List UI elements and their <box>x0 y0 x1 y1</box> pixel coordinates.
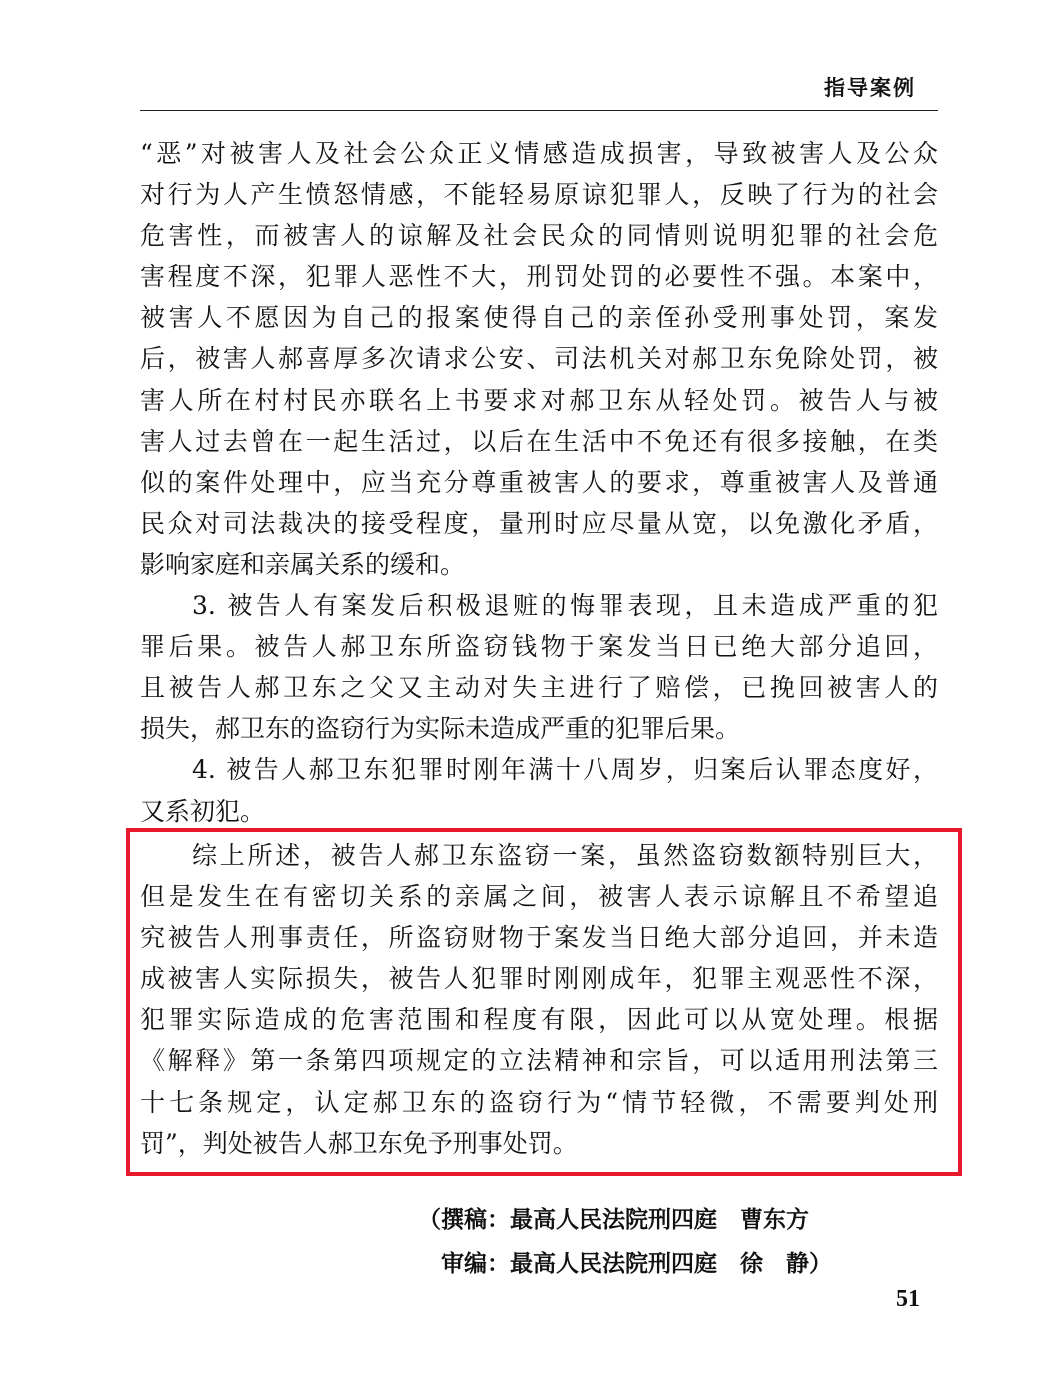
body-line: 影响家庭和亲属关系的缓和。 <box>140 549 466 579</box>
highlighted-line: 犯罪实际造成的危害范围和程度有限，因此可以从宽处理。根据 <box>140 1005 938 1035</box>
signature-line-author: （撰稿：最高人民法院刑四庭 曹东方 <box>418 1207 809 1233</box>
running-title: 指导案例 <box>824 76 916 100</box>
body-line: 4. 被告人郝卫东犯罪时刚年满十八周岁，归案后认罪态度好， <box>192 755 938 785</box>
body-line: 民众对司法裁决的接受程度，量刑时应尽量从宽，以免激化矛盾， <box>140 508 938 538</box>
highlighted-line: 成被害人实际损失，被告人犯罪时刚刚成年，犯罪主观恶性不深， <box>140 964 938 994</box>
signature-line-editor: 审编：最高人民法院刑四庭 徐 静） <box>418 1251 832 1277</box>
body-line: 似的案件处理中，应当充分尊重被害人的要求，尊重被害人及普通 <box>140 467 938 497</box>
highlighted-line: 究被告人刑事责任，所盗窃财物于案发当日绝大部分追回，并未造 <box>140 923 938 953</box>
page-number: 51 <box>896 1286 920 1312</box>
header-rule <box>140 110 938 111</box>
body-line: 3. 被告人有案发后积极退赃的悔罪表现，且未造成严重的犯 <box>192 591 938 621</box>
author-signature <box>418 1198 832 1286</box>
body-line: 对行为人产生愤怒情感，不能轻易原谅犯罪人，反映了行为的社会 <box>140 180 938 210</box>
body-line: 害人过去曾在一起生活过，以后在生活中不免还有很多接触，在类 <box>140 426 938 456</box>
body-line: 且被告人郝卫东之父又主动对失主进行了赔偿，已挽回被害人的 <box>140 673 938 703</box>
highlighted-line: 综上所述，被告人郝卫东盗窃一案，虽然盗窃数额特别巨大， <box>192 841 938 870</box>
body-line: 后，被害人郝喜厚多次请求公安、司法机关对郝卫东免除处罚，被 <box>140 344 938 374</box>
highlighted-line: 罚”，判处被告人郝卫东免予刑事处罚。 <box>140 1128 578 1158</box>
highlighted-line: 但是发生在有密切关系的亲属之间，被害人表示谅解且不希望追 <box>140 882 938 912</box>
body-text <box>140 133 938 832</box>
body-line: 被害人不愿因为自己的报案使得自己的亲侄孙受刑事处罚，案发 <box>140 303 938 333</box>
highlighted-paragraph <box>140 835 938 1164</box>
body-line: 危害性，而被害人的谅解及社会民众的同情则说明犯罪的社会危 <box>140 221 938 251</box>
body-line: “恶”对被害人及社会公众正义情感造成损害，导致被害人及公众 <box>140 139 938 168</box>
body-line: 损失，郝卫东的盗窃行为实际未造成严重的犯罪后果。 <box>140 714 741 744</box>
highlighted-line: 十七条规定，认定郝卫东的盗窃行为“情节轻微，不需要判处刑 <box>140 1087 938 1117</box>
body-line: 又系初犯。 <box>140 796 266 826</box>
highlighted-line: 《解释》第一条第四项规定的立法精神和宗旨，可以适用刑法第三 <box>140 1046 938 1076</box>
body-line: 害人所在村村民亦联名上书要求对郝卫东从轻处罚。被告人与被 <box>140 385 938 415</box>
body-line: 害程度不深，犯罪人恶性不大，刑罚处罚的必要性不强。本案中， <box>140 262 938 292</box>
body-line: 罪后果。被告人郝卫东所盗窃钱物于案发当日已绝大部分追回， <box>140 632 938 662</box>
